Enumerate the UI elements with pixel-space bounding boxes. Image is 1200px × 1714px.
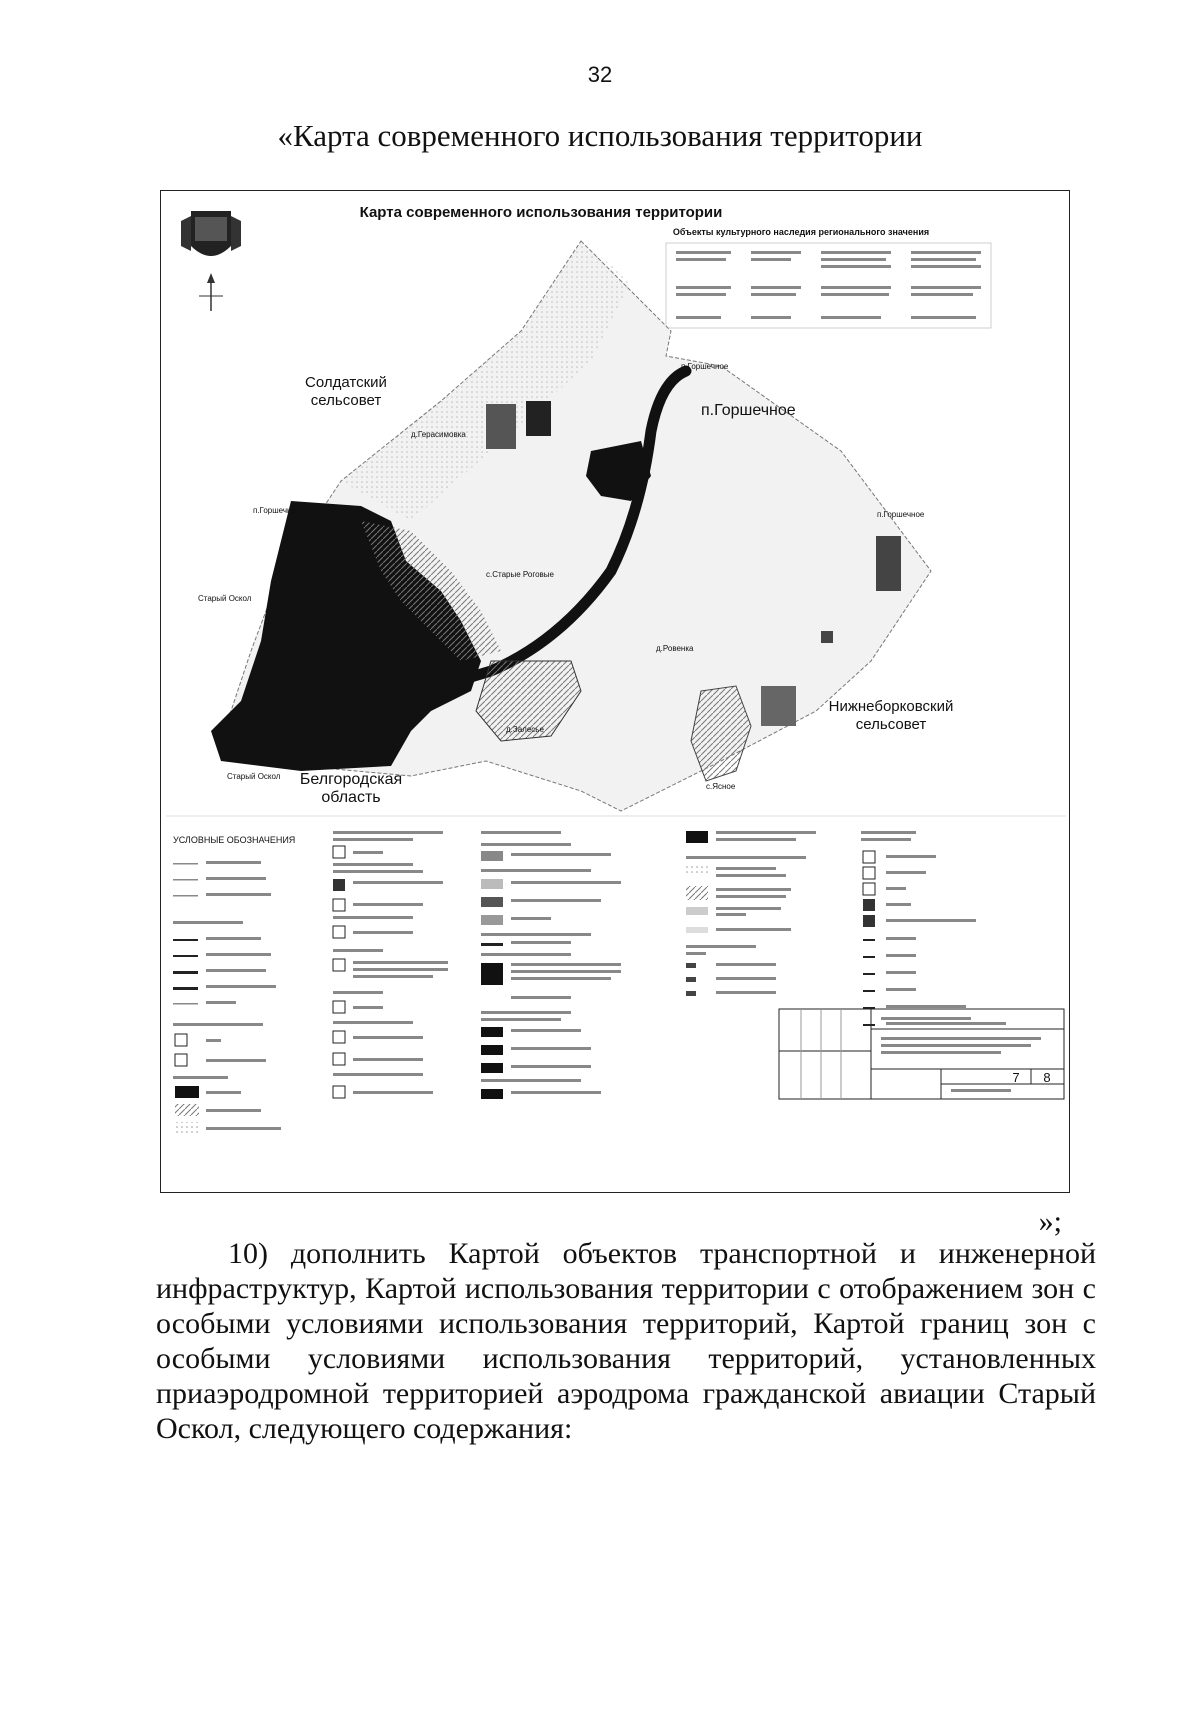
document-heading: «Карта современного использования территории [277,118,923,153]
label-zalesye: д.Залесье [506,725,544,734]
settlement-right [876,536,901,591]
label-gorshechnoe-right: п.Горшечное [877,510,925,519]
closing-quote: »; [1038,1205,1062,1238]
settlement-gerasimovka [486,404,516,449]
label-gerasimovka: д.Герасимовка [411,430,466,439]
legend-title: УСЛОВНЫЕ ОБОЗНАЧЕНИЯ [173,835,296,845]
map-subtitle: Объекты культурного наследия регионального значения [672,227,930,237]
legend-column-1 [173,861,281,1134]
label-stary-oskol-top: Старый Оскол [198,594,252,603]
label-gorshechnoe-top: п.Горшечное [681,362,729,371]
coat-of-arms-icon [181,211,241,256]
legend-column-5 [861,831,1006,1026]
amendment-paragraph: 10) дополнить Картой объектов транспортной и инженерной инфраструктур, Картой использования территории с отображением зон с особыми условиями использования территорий, Картой границ зон с особыми условиями использования территорий, установленных приаэродромной территорией аэродрома гражданской авиации Старый Оскол, следующего содержания: [156,1237,1096,1445]
label-nizhneborkovsky-2: сельсовет [855,716,927,733]
stamp-sheet-number: 7 [1012,1070,1020,1085]
label-soldatsky-2: сельсовет [310,392,382,409]
label-nizhneborkovsky-1: Нижнеборковский [828,698,954,715]
legend-column-4 [686,831,816,996]
compass-rose-icon [199,273,223,311]
heritage-table [666,243,991,328]
label-belgorodskaya-1: Белгородская [299,771,403,788]
label-soldatsky-1: Солдатский [305,374,387,391]
map-title: Карта современного использования территории [359,204,723,221]
label-stary-oskol-bottom: Старый Оскол [227,772,281,781]
settlement-nizhneborkovsky [761,686,796,726]
label-rovenka: д.Ровенка [656,644,694,653]
page-number: 32 [587,62,613,87]
map-graphic [161,191,1071,1194]
label-yasnoe: с.Ясное [706,782,736,791]
legend-column-3 [481,831,621,1099]
stamp-total-sheets: 8 [1043,1070,1051,1085]
label-gorshechnoe-left: п.Горшечное [253,506,301,515]
label-belgorodskaya-2: область [321,789,381,806]
land-use-map [160,190,1070,1193]
label-starye-rogovye: с.Старые Роговые [486,570,554,579]
legend-column-2 [333,831,448,1098]
label-gorshechnoe-big: п.Горшечное [701,402,796,419]
